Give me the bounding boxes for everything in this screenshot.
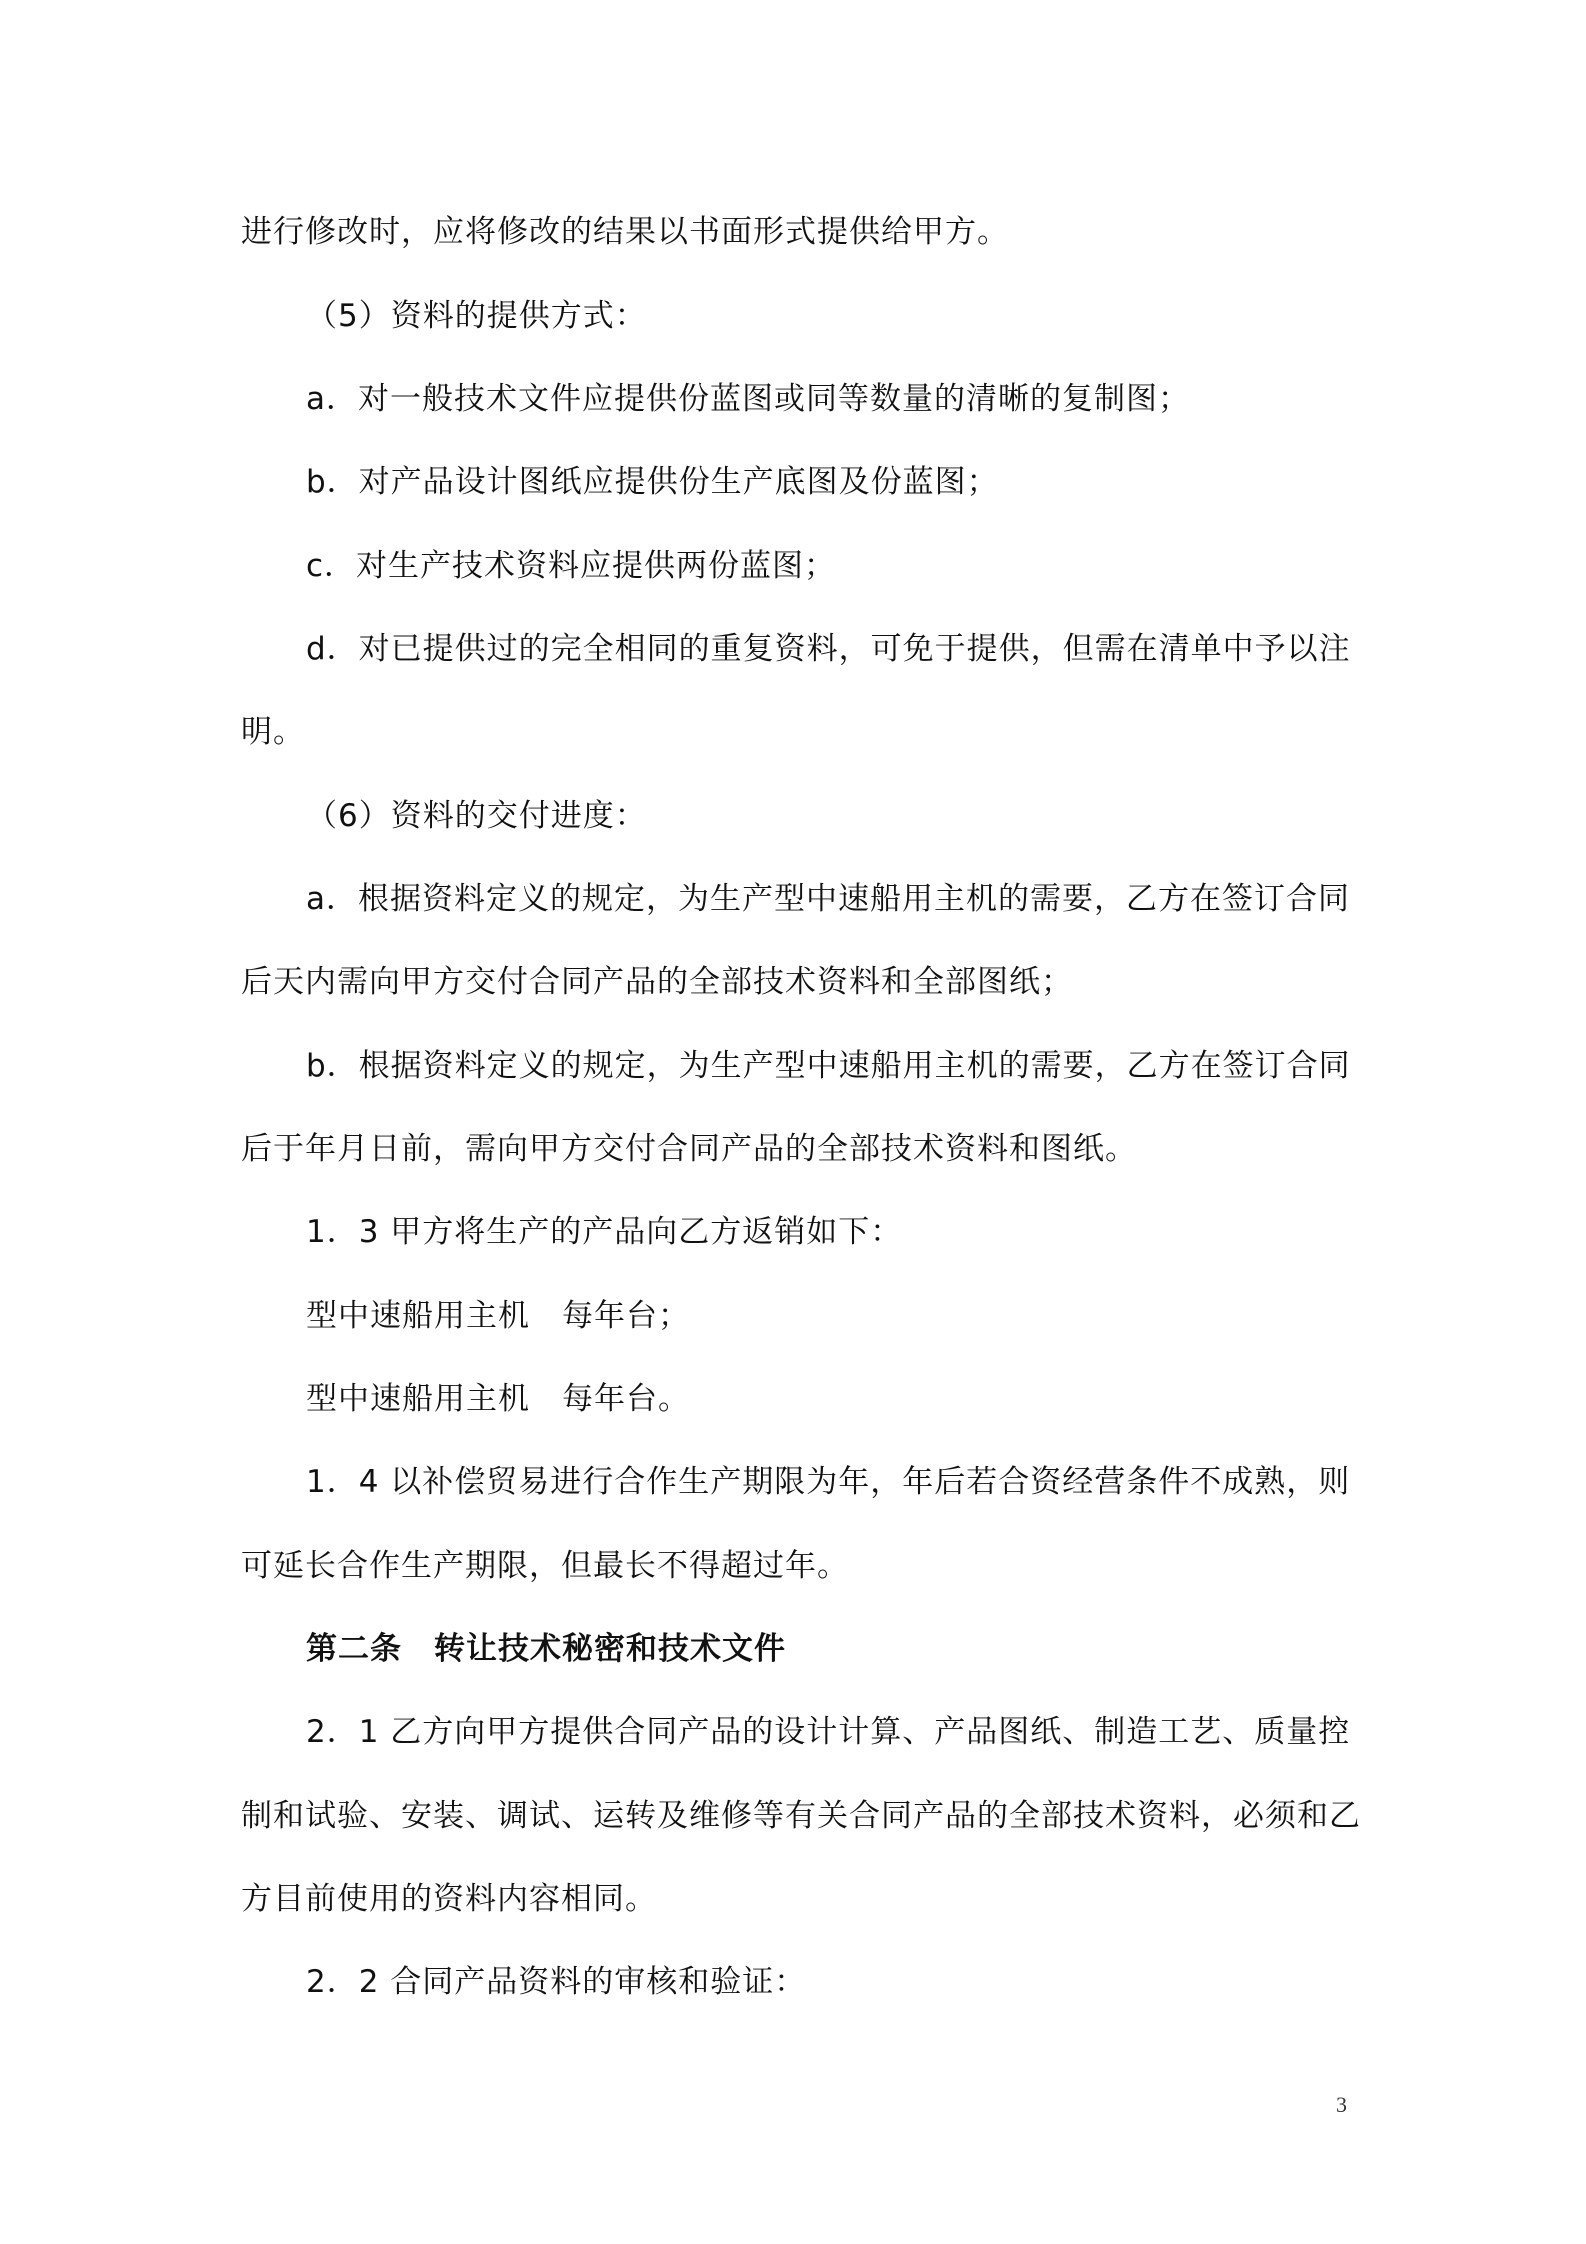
paragraph-line: 型中速船用主机 每年台； bbox=[306, 1298, 690, 1334]
paragraph-line: 型中速船用主机 每年台。 bbox=[306, 1381, 690, 1417]
paragraph-line: b．根据资料定义的规定，为生产型中速船用主机的需要，乙方在签订合同 bbox=[306, 1048, 1351, 1084]
paragraph-line: 2．2 合同产品资料的审核和验证： bbox=[306, 1964, 807, 2000]
paragraph-line: 进行修改时，应将修改的结果以书面形式提供给甲方。 bbox=[241, 214, 1009, 250]
paragraph-line: 方目前使用的资料内容相同。 bbox=[241, 1881, 657, 1917]
paragraph-line: 后于年月日前，需向甲方交付合同产品的全部技术资料和图纸。 bbox=[241, 1131, 1137, 1167]
paragraph-line: 2．1 乙方向甲方提供合同产品的设计计算、产品图纸、制造工艺、质量控 bbox=[306, 1714, 1351, 1750]
paragraph-line: 后天内需向甲方交付合同产品的全部技术资料和全部图纸； bbox=[241, 964, 1073, 1000]
paragraph-line: 明。 bbox=[241, 714, 305, 750]
paragraph-line: 制和试验、安装、调试、运转及维修等有关合同产品的全部技术资料，必须和乙 bbox=[241, 1798, 1361, 1834]
paragraph-line: d．对已提供过的完全相同的重复资料，可免于提供，但需在清单中予以注 bbox=[306, 631, 1351, 667]
paragraph-line: （5）资料的提供方式： bbox=[306, 298, 647, 334]
paragraph-line: 1．3 甲方将生产的产品向乙方返销如下： bbox=[306, 1214, 903, 1250]
paragraph-line: （6）资料的交付进度： bbox=[306, 798, 647, 834]
paragraph-line: a．根据资料定义的规定，为生产型中速船用主机的需要，乙方在签订合同 bbox=[306, 881, 1350, 917]
paragraph-line: 1．4 以补偿贸易进行合作生产期限为年，年后若合资经营条件不成熟，则 bbox=[306, 1464, 1351, 1500]
page-number: 3 bbox=[1336, 2092, 1347, 2117]
paragraph-line: 可延长合作生产期限，但最长不得超过年。 bbox=[241, 1548, 849, 1584]
section-heading: 第二条 转让技术秘密和技术文件 bbox=[306, 1631, 786, 1667]
paragraph-line: a．对一般技术文件应提供份蓝图或同等数量的清晰的复制图； bbox=[306, 381, 1190, 417]
paragraph-line: b．对产品设计图纸应提供份生产底图及份蓝图； bbox=[306, 464, 999, 500]
paragraph-line: c．对生产技术资料应提供两份蓝图； bbox=[306, 548, 837, 584]
